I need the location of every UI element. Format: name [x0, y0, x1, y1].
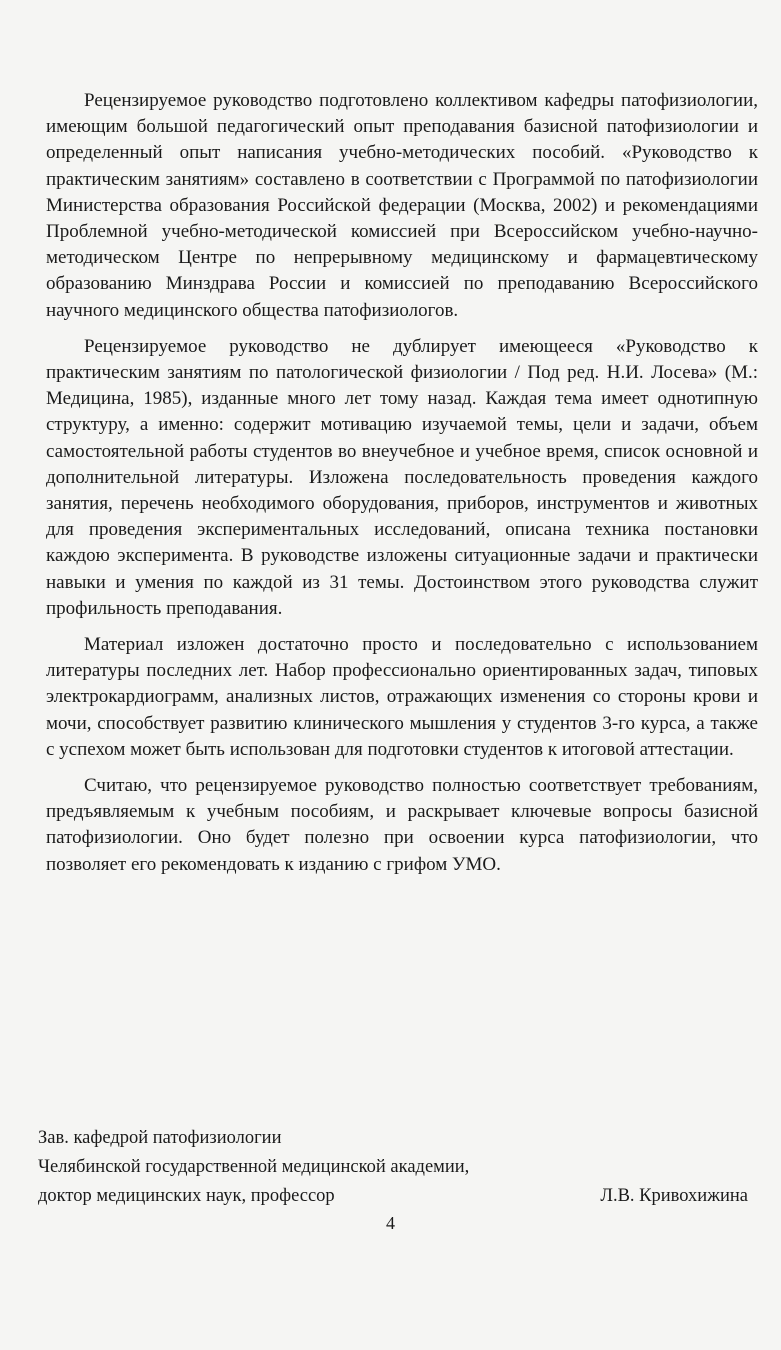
- signature-name: Л.В. Кривохижина: [600, 1186, 748, 1206]
- paragraph-2: Рецензируемое руководство не дублирует имеющееся «Руководство к практическим занятиям по патологической физиологии / Под ред. Н.И. Лосева» (М.: Медицина, 1985), изданные много лет тому назад. Каждая тема имеет однотипную структуру, а именно: содержит мотивацию изучаемой темы, цели и задачи, объем самостоятельной работы студентов во внеучебное и учебное время, список основной и дополнительной литературы. Изложена последовательность проведения каждого занятия, перечень необходимого оборудования, приборов, инструментов и животных для проведения экспериментальных исследований, описана техника постановки каждою эксперимента. В руководстве изложены ситуационные задачи и практически навыки и умения по каждой из 31 темы. Достоинством этого руководства служит профильность преподавания.: [46, 335, 758, 619]
- page-number: 4: [386, 1213, 395, 1233]
- review-body: [46, 88, 758, 888]
- paragraph-1: Рецензируемое руководство подготовлено коллективом кафедры патофизиологии, имеющим большой педагогический опыт преподавания базисной патофизиологии и определенный опыт написания учебно-методических пособий. «Руководство к практическим занятиям» составлено в соответствии с Программой по патофизиологии Министерства образования Российской федерации (Москва, 2002) и рекомендациями Проблемной учебно-методической комиссией при Всероссийском учебно-научно-методическом Центре по непрерывному медицинскому и фармацевтическому образованию Минздрава России и комиссией по преподаванию Всероссийского научного медицинского общества патофизиологов.: [46, 90, 758, 321]
- signature-row: [38, 1182, 750, 1211]
- signature-degree: доктор медицинских наук, профессор: [38, 1186, 335, 1206]
- paragraph-4: Считаю, что рецензируемое руководство полностью соответствует требованиям, предъявляемым к учебным пособиям, и раскрывает ключевые вопросы базисной патофизиологии. Оно будет полезно при освоении курса патофизиологии, что позволяет его рекомендовать к изданию с грифом УМО.: [46, 775, 758, 875]
- signature-block: [38, 1124, 750, 1211]
- signature-position: Зав. кафедрой патофизиологии: [38, 1128, 282, 1148]
- signature-institution: Челябинской государственной медицинской академии,: [38, 1157, 470, 1177]
- paragraph-3: Материал изложен достаточно просто и последовательно с использованием литературы последних лет. Набор профессионально ориентированных задач, типовых электрокардиограмм, анализных листов, отражающих изменения со стороны крови и мочи, способствует развитию клинического мышления у студентов 3-го курса, а также с успехом может быть использован для подготовки студентов к итоговой аттестации.: [46, 634, 758, 760]
